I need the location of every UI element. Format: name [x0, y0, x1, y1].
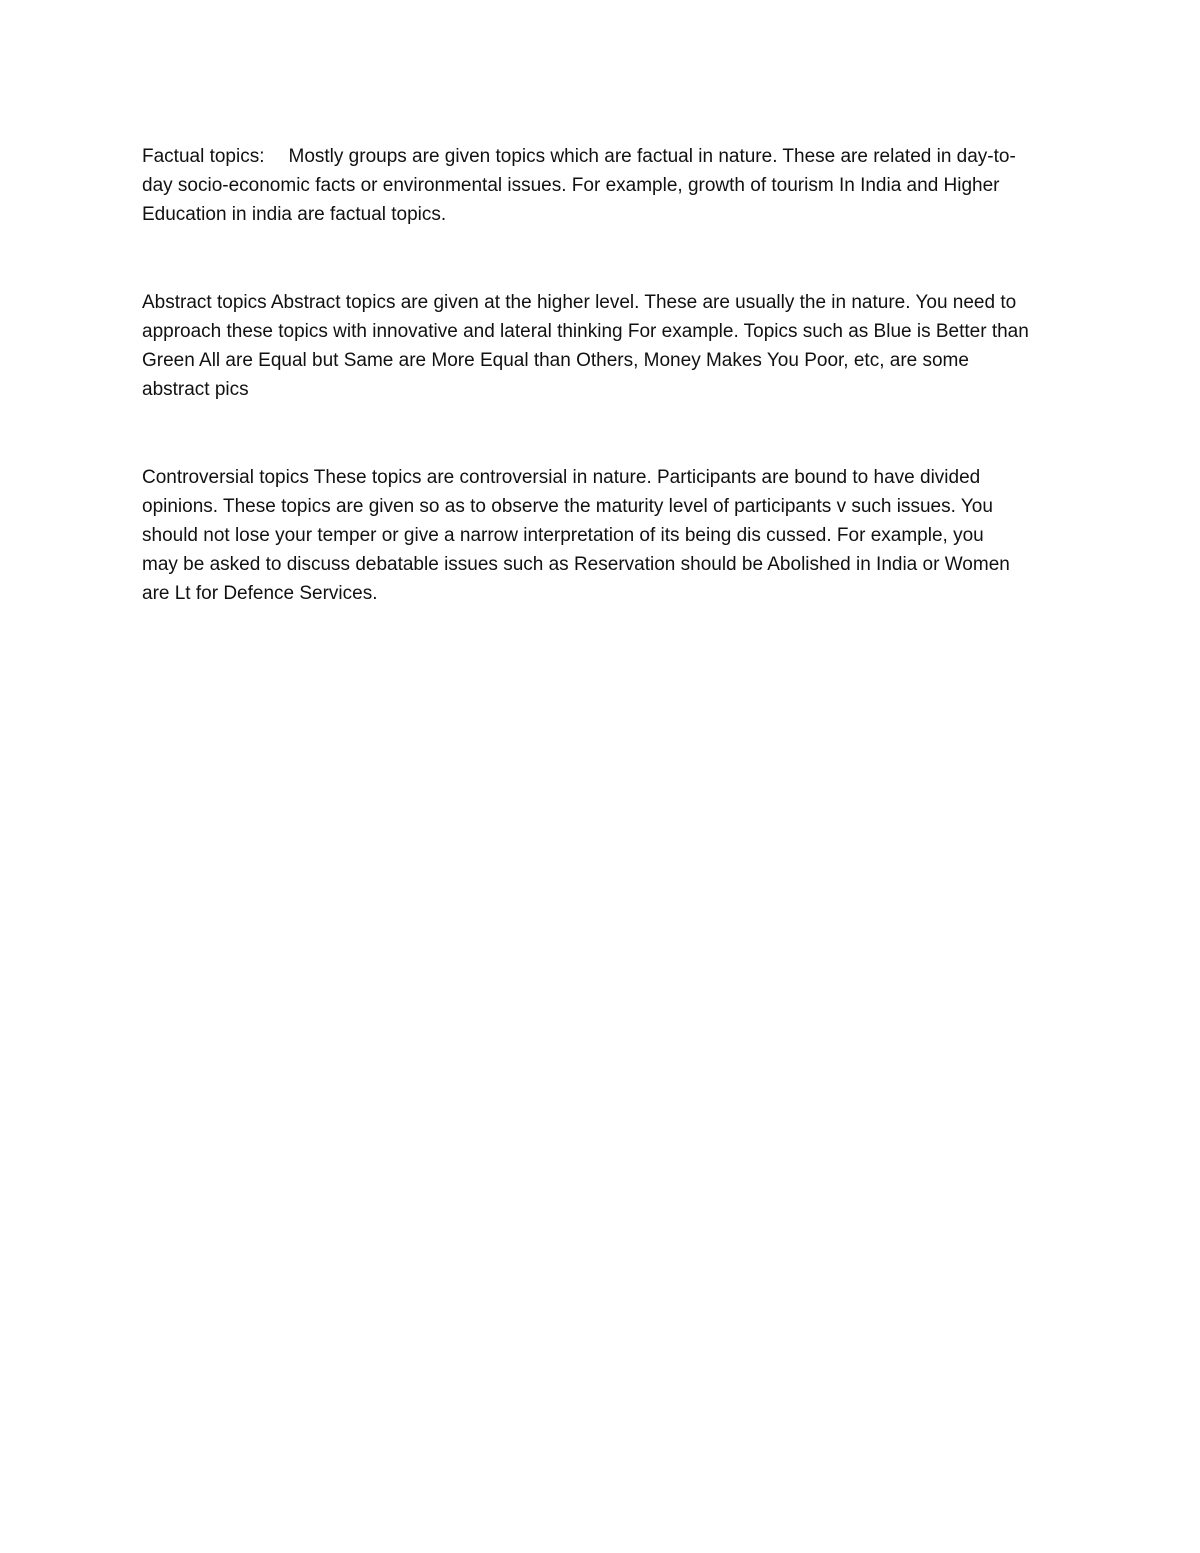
paragraph-line: Green All are Equal but Same are More Equal than Others, Money Makes You Poor, etc, are some: [142, 350, 969, 371]
document-body: [142, 142, 1072, 667]
paragraph-controversial-topics: [142, 463, 1072, 608]
factual-topics-heading: Factual topics:: [142, 146, 265, 167]
factual-topics-text: Mostly groups are given topics which are factual in nature. These are related in day-to-: [288, 146, 1016, 167]
paragraph-line: should not lose your temper or give a narrow interpretation of its being dis cussed. For example, you: [142, 525, 984, 546]
paragraph-abstract-topics: [142, 288, 1072, 404]
paragraph-factual-topics: [142, 142, 1072, 229]
paragraph-line: day socio-economic facts or environmental issues. For example, growth of tourism In India and Higher: [142, 175, 1000, 196]
paragraph-line: opinions. These topics are given so as to observe the maturity level of participants v such issues. You: [142, 496, 993, 517]
paragraph-line: Abstract topics Abstract topics are given at the higher level. These are usually the in nature. You need to: [142, 292, 1017, 313]
paragraph-line: may be asked to discuss debatable issues such as Reservation should be Abolished in India or Women: [142, 554, 1010, 575]
paragraph-line: abstract pics: [142, 379, 249, 400]
paragraph-line: approach these topics with innovative and lateral thinking For example. Topics such as Blue is Better than: [142, 321, 1029, 342]
paragraph-line: Education in india are factual topics.: [142, 204, 447, 225]
paragraph-line: Controversial topics These topics are controversial in nature. Participants are bound to have divided: [142, 467, 981, 488]
paragraph-line: are Lt for Defence Services.: [142, 583, 378, 604]
paragraph-line: [142, 142, 1072, 171]
